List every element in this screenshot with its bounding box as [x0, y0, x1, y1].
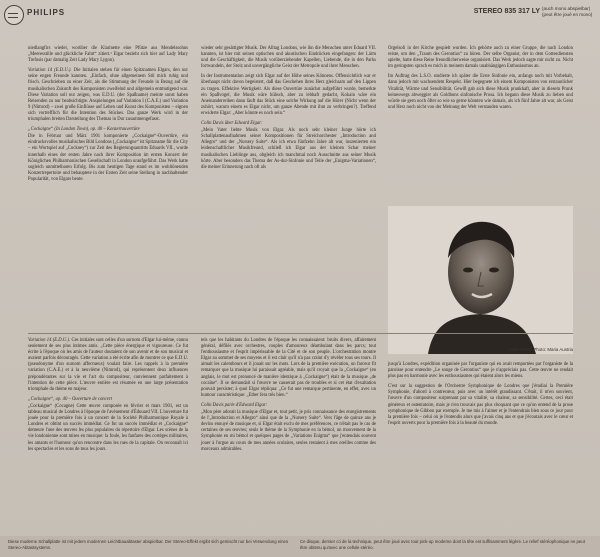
french-column-1: [28, 338, 188, 457]
footer-note-de: Diese moderne Schallplatte ist mit jedem modernen Leichtbauabtaster abspielbar. Der Stereo-Effekt ergibt sich gemischt nur bei Verwendung eines Stereo-Abtastsystems.: [8, 539, 289, 550]
german-column-1: [28, 46, 188, 187]
french-column-3: [388, 362, 573, 431]
german-column-3: [388, 46, 573, 115]
section-heading: Colin Davis über Edward Elgar:: [201, 121, 263, 127]
paragraph: Die in Februar und März 1901 komponierte „Cockaigne“-Ouvertüre, ein eindrucksvolles musikalisches Bild Londons („Cockaigne“ ist Spitzname für die City – ein Wortspiel auf „Cockney“) zur Zeit des Regierungsantritts Eduards VII., wurde innerhalb eines der ersten Jahre nach ihrer Komposition im ersten Konzert der Königlichen Philharmonischen Gesellschaft in London uraufgeführt. Das Werk hatte sogleich unmittelbaren Erfolg. Bis zum heutigen Tage stand es im wohltönenden Konzertrepertoire und behauptete in der Ersten Zeit seine Stellung in nachhaltender Popularität, von Elgars heute.: [28, 134, 188, 182]
mono-play-note-de: (auch mono abspielbar): [542, 6, 591, 11]
header-bar: [0, 0, 600, 38]
catalog-number: STEREO 835 317 LY: [473, 8, 540, 15]
section-heading: „Cockaigne“ (In London Town), op. 40 – Konzertouvertüre: [28, 127, 140, 133]
section-heading: Variation 14 (E.D.U.).: [28, 338, 71, 343]
french-column-2: [201, 338, 376, 457]
paragraph: „Mein Vater liebte Musik von Elgar. Als noch sehr kleiner Junge hörte ich Schallplattenaufnahmen seiner Kompositionen für Streichorchester „Introduction and Allegro“ und der „Nursery Suite“. Als ich etwa fünfzehn Jahre alt war, inszenierten ein leidenschaftlicher Musikfreund, schließ ich Elgar aus der kleinen Schar meiner musikalischen Lieblinge aus, obgleich ich manchmal noch Ausschnitte aus seiner Musik hörte. Aber besonders das Thema der As-dur-Sinfonie und Teile der „Enigma-Variationen“, die meiner Erinnerung nach oft als: [201, 128, 376, 170]
german-column-2: [201, 46, 376, 175]
mono-play-note-fr: (peut être joué en mono): [542, 12, 593, 17]
paragraph: Die Initialen stehen für einen Spitznamen Elgars, den nur seine engen Freunde kannten. „Einfach, ohne allgemeinem Stil mich ruhig und frisch. Geschrieben zu einer Zeit, als die Stimmung der Freunde in Bezug auf die musikalischen Zukunft des Komponisten zweifelnd und allgemein entmutigend war. Diese Variation soll nur zeigen, was E.D.U. (der Spaßname) meinte sonst haben Reisenden zu nur beabsichtigte. Anspielungen auf Variation I (C.A.E.) und Variation 9 (Nimrod) – zwei große Einflüsse auf Leben und Kunst des Komponisten – eignen sich vortrefflich für die Intention des Stückes. Das ganze Werk wird in der triumphalen breiten Darstellung des Themas in Dur zusammengefasst.: [28, 68, 188, 123]
paragraph: Orgelsoli in der Kirche gespielt wurden. Ich gehörte auch zu einer Gruppe, die nach London reiste, um den „Traum des Gerontius“ zu hören. Der selbe Organist, der in dem Gottesdiensten spielte, hatte diese Reise freundlicherweise organisiert. Das Werk jedoch sagte mir nicht zu. Nicht im geringsten sprach es mich in meinem damals unabhängigen Enthusiasmus an.: [388, 46, 573, 70]
paragraph: C'est sur la suggestion de l'Orchestre Symphonique de Londres que j'étudiai la Première Symphonie, d'abord à contrecœur, puis avec un intérêt grandissant. C'était, il m'en souvient, l'œuvre d'un compositeur surprenant par sa vitalité, sa chaleur, sa sensibilité. Certes, ceci était généreux et ostentatoire, mais je n'en trouvais pas plus choquant que ce qu'on entend de la prose symphonique de Gibbon par exemple. Je me mis à l'aimer et je l'entendrais bien sous ce jour pour la première fois – celui où je l'entendis alors que j'avais cinq ans et que j'écoutais avec le cœur et l'esprit ouverts pour la première fois à la beauté du monde.: [388, 384, 573, 426]
mono-play-note: [542, 6, 594, 18]
paragraph: „Mon père adorait la musique d'Elgar et, tout petit, je pris connaissance des enregistrements de l'„Introduction et Allegro“ ainsi que de la „Nursery Suite“. Vers l'âge de quinze ans je devins ennuyé de musique et, si Elgar était exclu de mes préférences, ce n'était pas le cas de certaines de ses œuvres; seuls le thème de la Symphonie en la bémol, un mouvement de la Symphonie en mi bémol et quelques pages de „Variations Enigma“ que j'entendais souvent jouer à l'orgue au cours de mes années scolaires, seules restaient à mes oreilles comme des morceaux admirables.: [201, 410, 376, 452]
section-heading: Variation 14 (E.D.U.).: [28, 68, 72, 74]
paragraph: niedlangfirs wieder, worüber die Klarinette eine Pfütze aus Mendelssohns „Meeresstille und glückliche Fahrt“ zitiert.¹ Elgar bezieht sich hier auf Lady Mary Trefusis (par damalig Zeit Lady Mary Lygon).: [28, 46, 188, 64]
philips-logo-icon: [4, 5, 24, 25]
section-heading: „Cockaigne“, op. 40 – Ouverture de concert: [28, 396, 112, 402]
paragraph: In der Instrumentation zeigt sich Elgar auf der Höhe seines Könnens. Offensichtlich war er überhaupt nicht davon begeistert, daß das Geschehen ihres Herz gleichsam auf den Lippen zu tragen. Effektive Wertigkeit. Als diese Ouvertüre zunächst aufgeführt wurde, bemerkte ein Spaßvogel, die Musik wäre hübsch, aber zu lebhaft gedacht, Kokain wäre ein Aneinanderreihen dann läuft das Stück eine solche Wirkung auf die Hörer (Nicht wenn der zuhört, warum einem es Elgar nicht, um ganze Abende mit ihm zu verbringen?). Treffend erwiderte Elgar: „Aber könnte es noch sein.“: [201, 74, 376, 116]
section-divider: [28, 333, 573, 334]
brand-label: PHILIPS: [27, 8, 66, 17]
paragraph: „Cockaigne“ (Cocagne) Cette œuvre composée en février et mars 1901, est un tableau musical de Londres à l'époque de l'avènement d'Édouard VII. L'ouverture fut jouée pour la première fois à un concert de la Société Philharmonique Royale à Londres et obtint un succès immédiat. Ce fut un succès immédiat et „Cockaigne“ demeure l'une des œuvres les plus populaires du répertoire d'Elgar. Les scènes de la vie londonienne sont mises en musique: la foule, les fanfares des cortèges militaires, les amants et l'humour qu'on rencontre dans les rues de la capitale. On reconnaît ici les spectacles et les sons de tous les jours.: [28, 403, 188, 452]
paragraph: Ces initiales sont celles d'un surnom d'Elgar lui-même, connu seulement de ses plus intimes amis. „Cette pièce énergique et vigoureuse. Ce fut écrite à l'époque où les amis de l'auteur doutaient de son avenir et de son musical et avaient parfois découragés. Cette variation a été écrite afin de montrer ce que E.D.U. (pseudonyme d'un surnom affectueux) voulait faire. Les rappels à la première variation (C.A.E.) et à la neuvième (Nimrod), qui représentent deux influences prépondérantes sur la vie et l'art du compositeur, conviennent parfaitement à l'intention de cette pièce. L'œuvre entière est résumée en une large présentation triomphale du thème en majeur.: [28, 338, 188, 392]
paragraph: wieder sehr gesättigter Musik. Der Alltag Londons, wie ihn die Menschen unter Eduard VII. kannten, ist hier mit seinen optischen und akustischen Eindrücken eingefangen: der Lärm und die Geschäftigkeit, die Musik vorüberziehender Kapellen, Liebende, die in den Parks fortwandeln, der Stolz und unvergängliche Geist der Metropole und ihrer Menschen.: [201, 46, 376, 70]
footer-note-fr: Ce disque, dernier cri de la technique, peut être joué avec tout pick-up moderne dont la tête est suffisamment légère. Le relief stéréophonique ne peut être obtenu qu'avec une cellule stéréo.: [300, 539, 585, 550]
photo-caption: Colin Davis. Photo: Maria Austria: [508, 347, 573, 352]
portrait-image-icon: [388, 206, 573, 354]
paragraph: Im Auftrag des L.S.O. studierte ich später die Erste Sinfonie ein, anfangs noch mit Vorbehalt, dann jedoch mit wachsendem Respekt. Hier begegnete ich einem Komponisten von erstaunlicher Vitalität, Wärme und Sensibilität. Gewiß gab sich diese Musik prunkhaft, aber in diesem Prunk keineswegs abweggier als Goldbons sinfonische Prosa. Ich begann diese Musik zu lieben und würde sie gern noch öfter so wie so gerne könnten wie damals, als ich fünf Jahre alt war, als Geist und Herz noch nicht von der Meinung der Welt verstanden waren.: [388, 74, 573, 110]
paragraph: jusqu'à Londres, expédition organisée par l'organiste qui en avait remportées par l'organiste de la paroisse pour entendre „Le songe de Gerontius“ que je n'appréciais pas. Cette œuvre ne rendait plus pas en harmonie avec les enthousiasmes qui étaient alors les miens.: [388, 362, 573, 380]
portrait-photo: [388, 206, 573, 354]
paragraph: tels que les habitants du Londres de l'époque les connaissaient: bruits divers, affairement général, défilés avec orchestres, couples d'amoureux déambulant dans les parcs; tout l'enthousiasme et l'esprit impérissable de la Cité et de son peuple. L'orchestration montre Elgar au sommet de ses moyens et il est clair qu'il n'a pas craint d'y révéler tous ses tours. Il aimait les calembours et il jouait sur les mots. Lors de la première exécution, un farceur fit remarquer que la musique lui paraissait agréable, mais qu'il croyait que la „Cockaigne“ (en anglais, le mot est prononcé de manière identique à „Cockaigne“) était de la musique „de cocaïne“. Il se demandait si l'œuvre ne causerait pas de troubles et si cet état d'exaltation pouvait persister; à quoi Elgar répliqua: „Ce fut une remarque pertinente, en effet, avec un humour caractéristique: „Ether fera très bien.“: [201, 338, 376, 398]
section-heading: Colin Davis parle d'Edward Elgar:: [201, 402, 268, 408]
